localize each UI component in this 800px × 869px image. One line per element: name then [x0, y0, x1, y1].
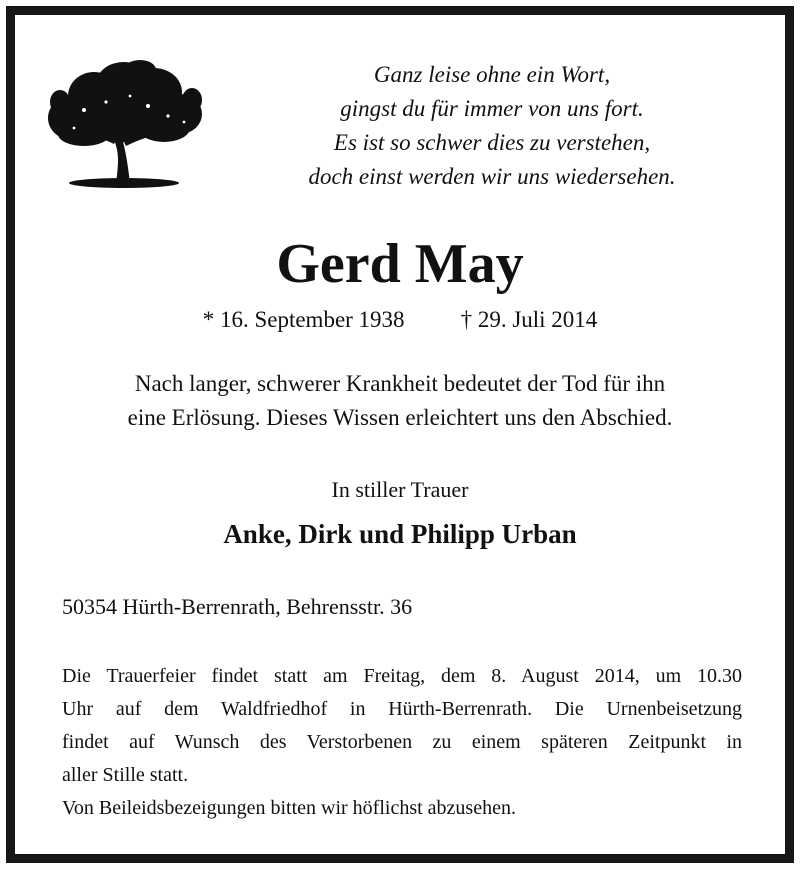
poem-line: doch einst werden wir uns wiedersehen. [308, 164, 676, 189]
mourning-intro: In stiller Trauer [331, 477, 469, 502]
details-line: Die Trauerfeier findet statt am Freitag, dem 8. August 2014, um 10.30 [62, 665, 742, 687]
message-line: Nach langer, schwerer Krankheit bedeutet der Tod für ihn [134, 371, 666, 396]
details-line: aller Stille statt. [62, 764, 189, 786]
birth-date: * 16. September 1938 [202, 307, 405, 332]
family-names: Anke, Dirk und Philipp Urban [223, 519, 577, 549]
life-dates [0, 305, 800, 335]
poem-line: Ganz leise ohne ein Wort, [373, 62, 611, 87]
funeral-details [62, 660, 742, 825]
details-line: Uhr auf dem Waldfriedhof in Hürth-Berrenrath. Die Urnenbeisetzung [62, 698, 742, 720]
poem-line: gingst du für immer von uns fort. [340, 96, 644, 121]
deceased-name: Gerd May [276, 233, 524, 295]
poem-line: Es ist so schwer dies zu verstehen, [333, 130, 651, 155]
details-line: Von Beileidsbezeigungen bitten wir höflichst abzusehen. [62, 797, 516, 819]
condolence-message [0, 367, 800, 435]
message-line: eine Erlösung. Dieses Wissen erleichtert uns den Abschied. [127, 405, 673, 430]
poem [262, 58, 722, 194]
details-line: findet auf Wunsch des Verstorbenen zu einem späteren Zeitpunkt in [62, 731, 742, 753]
death-date: † 29. Juli 2014 [460, 307, 598, 332]
family-address: 50354 Hürth-Berrenrath, Behrensstr. 36 [62, 594, 413, 619]
tree-icon [44, 58, 204, 192]
